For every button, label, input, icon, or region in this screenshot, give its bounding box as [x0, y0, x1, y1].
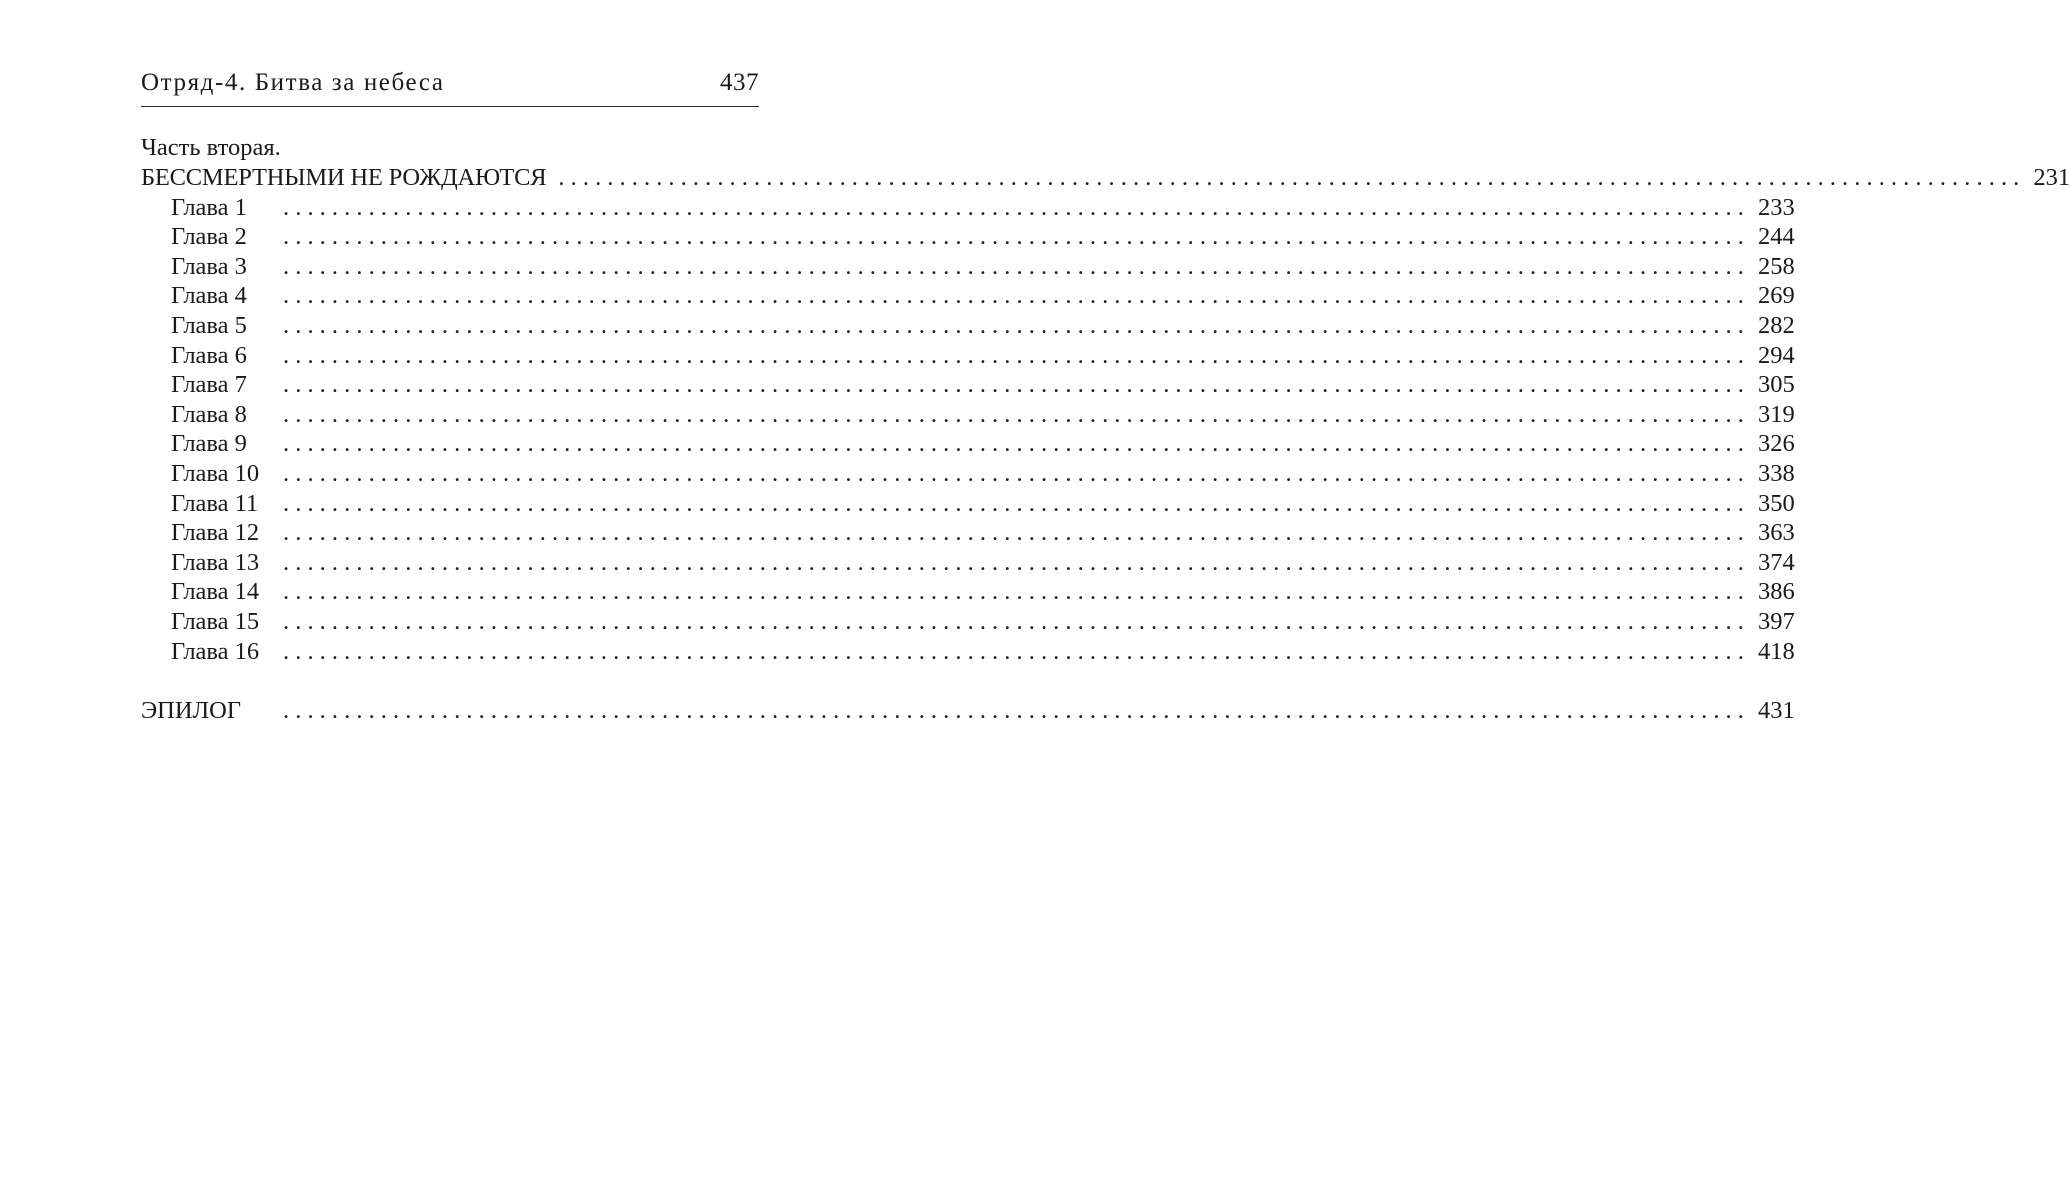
toc-entry-chapter	[141, 607, 1795, 637]
toc-entry-title: Глава 3	[171, 252, 247, 280]
dot-leader: ........................................................................................................................	[283, 282, 1750, 310]
toc-entry-chapter	[141, 193, 1795, 223]
chapter-list	[141, 193, 1795, 667]
dot-leader: ........................................................................................................................	[283, 697, 1750, 725]
dot-leader: ........................................................................................................................	[283, 578, 1750, 606]
toc-entry-title: Глава 12	[171, 519, 260, 547]
toc-entry-chapter	[141, 459, 1795, 489]
dot-leader: ........................................................................................................................	[283, 548, 1750, 576]
book-page	[141, 66, 2070, 726]
toc-entry-chapter	[141, 489, 1795, 519]
toc-entry-chapter	[141, 341, 1795, 371]
toc-entry-chapter	[141, 429, 1795, 459]
toc-entry-title: БЕССМЕРТНЫМИ НЕ РОЖДАЮТСЯ	[141, 164, 547, 191]
toc-entry-chapter	[141, 222, 1795, 252]
toc-entry-page: 350	[1758, 489, 1795, 517]
toc-entry-page: 244	[1758, 223, 1795, 251]
toc-entry-title: Глава 16	[171, 637, 260, 665]
dot-leader: ........................................................................................................................	[283, 400, 1750, 428]
table-of-contents	[141, 133, 2070, 726]
dot-leader: ........................................................................................................................	[558, 164, 2026, 191]
toc-entry-chapter	[141, 577, 1795, 607]
toc-entry-page: 326	[1758, 430, 1795, 458]
toc-entry-title: Глава 8	[171, 400, 247, 428]
dot-leader: ........................................................................................................................	[283, 371, 1750, 399]
toc-entry-page: 363	[1758, 519, 1795, 547]
toc-entry-chapter	[141, 311, 1795, 341]
dot-leader: ........................................................................................................................	[283, 252, 1750, 280]
toc-entry-title: Глава 13	[171, 548, 260, 576]
toc-entry-page: 374	[1758, 548, 1795, 576]
dot-leader: ........................................................................................................................	[283, 637, 1750, 665]
toc-entry-page: 386	[1758, 578, 1795, 606]
toc-entry-epilogue	[141, 696, 1795, 726]
toc-entry-chapter	[141, 637, 1795, 667]
running-title: Отряд-4. Битва за небеса	[141, 69, 445, 96]
toc-entry-chapter	[141, 518, 1795, 548]
toc-entry-title: ЭПИЛОГ	[141, 697, 242, 725]
dot-leader: ........................................................................................................................	[283, 519, 1750, 547]
toc-entry-page: 431	[1758, 697, 1795, 725]
toc-entry-page: 397	[1758, 607, 1795, 635]
toc-entry-page: 338	[1758, 459, 1795, 487]
toc-entry-title: Глава 9	[171, 430, 247, 458]
toc-entry-page: 294	[1758, 341, 1795, 369]
toc-entry-title: Глава 15	[171, 607, 260, 635]
dot-leader: ........................................................................................................................	[283, 193, 1750, 221]
toc-entry-title: Глава 14	[171, 578, 260, 606]
toc-entry-title: Глава 4	[171, 282, 247, 310]
toc-entry-title: Глава 7	[171, 371, 247, 399]
toc-entry-page: 233	[1758, 193, 1795, 221]
toc-entry-title: Глава 10	[171, 459, 260, 487]
toc-entry-page: 231	[2033, 164, 2070, 191]
toc-entry-chapter	[141, 548, 1795, 578]
toc-entry-title: Глава 1	[171, 193, 247, 221]
toc-entry-part	[141, 163, 2070, 193]
toc-entry-title: Глава 5	[171, 311, 247, 339]
toc-entry-chapter	[141, 252, 1795, 282]
dot-leader: ........................................................................................................................	[283, 311, 1750, 339]
toc-entry-page: 319	[1758, 400, 1795, 428]
toc-entry-page: 418	[1758, 637, 1795, 665]
part-label: Часть вторая.	[141, 134, 281, 161]
running-header	[141, 66, 759, 107]
toc-entry-title: Глава 2	[171, 223, 247, 251]
dot-leader: ........................................................................................................................	[283, 459, 1750, 487]
dot-leader: ........................................................................................................................	[283, 489, 1750, 517]
toc-entry-page: 282	[1758, 311, 1795, 339]
toc-entry-chapter	[141, 400, 1795, 430]
page-number: 437	[720, 69, 759, 96]
toc-entry-title: Глава 6	[171, 341, 247, 369]
dot-leader: ........................................................................................................................	[283, 223, 1750, 251]
toc-entry-chapter	[141, 370, 1795, 400]
toc-entry-chapter	[141, 281, 1795, 311]
dot-leader: ........................................................................................................................	[283, 607, 1750, 635]
dot-leader: ........................................................................................................................	[283, 341, 1750, 369]
dot-leader: ........................................................................................................................	[283, 430, 1750, 458]
toc-entry-title: Глава 11	[171, 489, 259, 517]
toc-entry-page: 269	[1758, 282, 1795, 310]
toc-entry-page: 258	[1758, 252, 1795, 280]
toc-entry-page: 305	[1758, 371, 1795, 399]
